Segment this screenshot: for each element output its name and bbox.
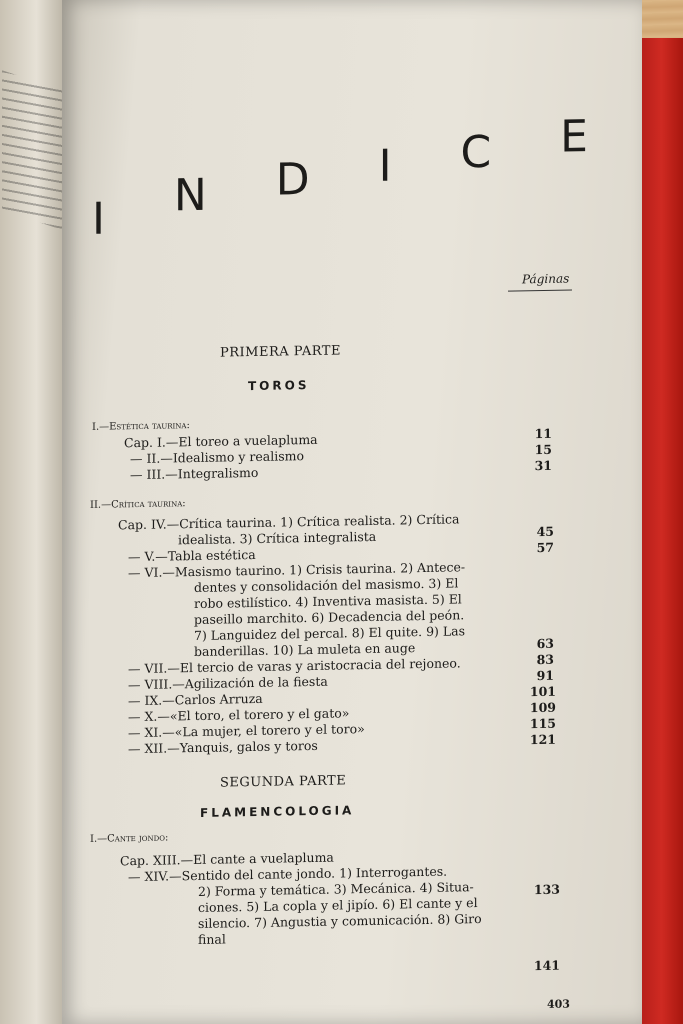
title-letter: N [173,169,211,222]
page-number: 91 [536,667,554,684]
title-letter: I [378,140,396,192]
red-book-cover [640,38,683,1024]
page-number: 15 [534,441,552,458]
page-number: 31 [534,457,552,474]
group-heading: I.—Estética taurina: [92,420,190,433]
toc-entry: — V.—Tabla estética [128,546,256,565]
toc-entry: — VII.—El tercio de varas y aristocracia del rejoneo. [128,655,461,677]
page-number: 57 [536,539,554,556]
page-number: 11 [534,425,552,442]
toc-entry: — XIV.—Sentido del cante jondo. 1) Interrogantes. [128,863,448,885]
toc-entry: — XII.—Yanquis, galos y toros [128,737,318,757]
toc-entry: — X.—«El toro, el torero y el gato» [128,705,350,725]
toc-entry: — III.—Integralismo [130,464,259,483]
folio-number: 403 [547,997,570,1011]
part-one-label: PRIMERA PARTE [220,343,341,361]
page-title [92,111,592,245]
toc-entry: final [198,931,226,947]
left-page-text-blur [2,70,62,229]
page-content [82,0,602,1024]
group-heading: I.—Cante jondo: [90,832,169,845]
toc-entry: Cap. I.—El toreo a vuelapluma [124,431,318,451]
page-number: 141 [533,957,560,974]
toc-entry: — XI.—«La mujer, el torero y el toro» [128,721,365,741]
title-letter: C [460,126,496,179]
section-toros: TOROS [248,378,310,394]
toc-entry: ciones. 5) La copla y el jipío. 6) El cante y el [198,895,478,915]
toc-entry: — IX.—Carlos Arruza [128,690,263,709]
index-page [62,0,642,1024]
page-number: 115 [529,715,556,732]
toc-entry: 2) Forma y temática. 3) Mecánica. 4) Situa- [198,879,474,899]
page-number: 109 [529,699,556,716]
paginas-label: Páginas [522,271,570,287]
group-heading: II.—Crítica taurina: [90,498,186,511]
page-number: 45 [536,523,554,540]
page-number: 83 [536,651,554,668]
toc-entry: 7) Languidez del percal. 8) El quite. 9) Las [194,623,466,644]
toc-entry: — II.—Idealismo y realismo [130,448,305,467]
toc-entry: Cap. IV.—Crítica taurina. 1) Crítica realista. 2) Crítica [118,511,460,533]
toc-entry: robo estilístico. 4) Inventiva masista. 5) El [194,591,462,612]
toc-entry: — VI.—Masismo taurino. 1) Crisis taurina. 2) Antece- [128,559,466,581]
toc-entry: silencio. 7) Angustia y comunicación. 8) Giro [198,911,482,931]
page-number: 133 [533,881,560,898]
part-two-label: SEGUNDA PARTE [220,773,347,791]
title-letter: D [275,153,314,206]
toc-entry: dentes y consolidación del masismo. 3) El [194,575,459,596]
toc-entry: Cap. XIII.—El cante a vuelapluma [120,849,334,869]
title-letter: E [560,111,592,163]
left-page [0,0,66,1024]
page-number: 121 [529,731,556,748]
toc-entry: idealista. 3) Crítica integralista [178,528,377,548]
toc-entry: banderillas. 10) La muleta en auge [194,640,416,660]
title-letter: I [92,193,109,245]
toc-entry: — VIII.—Agilización de la fiesta [128,673,328,693]
page-number: 101 [529,683,556,700]
page-number: 63 [536,635,554,652]
section-flamencologia: FLAMENCOLOGIA [200,803,355,820]
toc-entry: paseillo marchito. 6) Decadencia del peón. [194,607,465,628]
paginas-rule [508,289,572,291]
